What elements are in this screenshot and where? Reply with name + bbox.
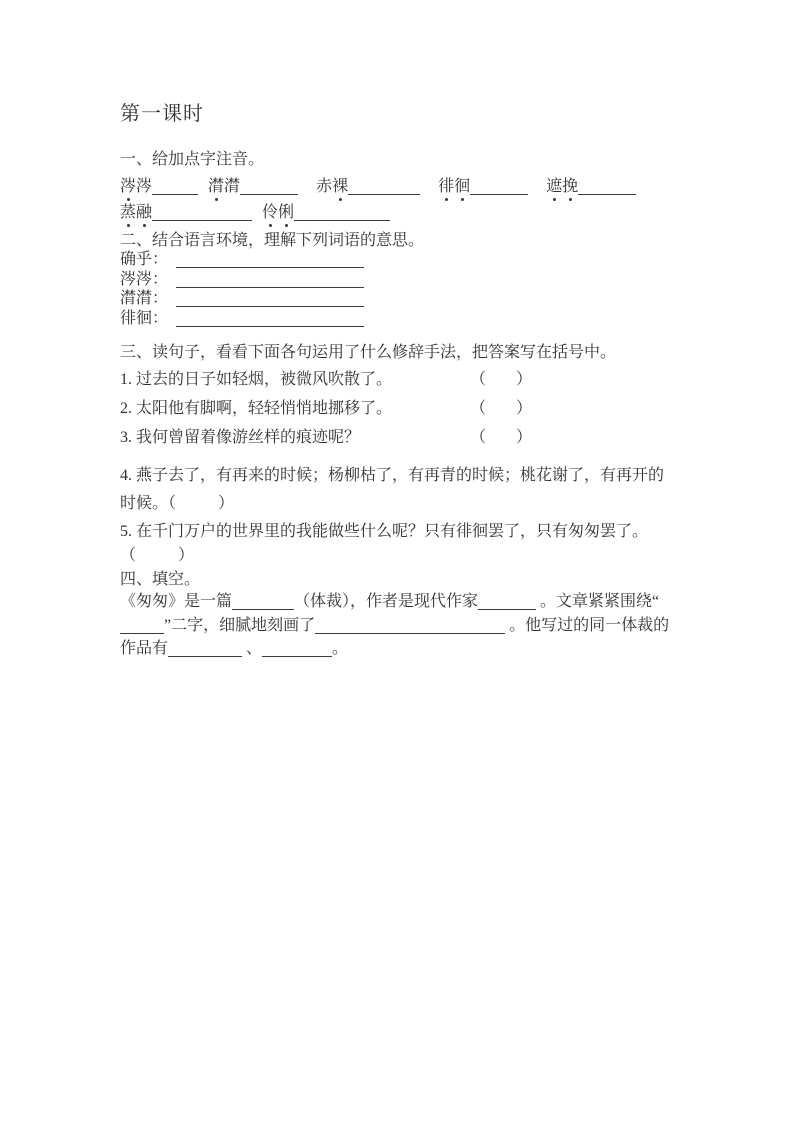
rhetoric-item	[120, 518, 677, 546]
word-char: 涔	[136, 178, 153, 195]
fill-text: 。文章紧紧围绕“	[536, 593, 660, 610]
fill-paragraph	[120, 590, 677, 661]
question-text: 4. 燕子去了，有再来的时候；杨柳枯了，有再青的时候；桃花谢了，有再开的时候。	[120, 467, 665, 512]
pinyin-word-group	[438, 177, 528, 197]
pinyin-answer-blank	[152, 181, 198, 195]
section-meanings	[120, 231, 677, 329]
fill-answer-blank	[315, 620, 505, 634]
dotted-char: 涔	[120, 178, 137, 195]
content-area	[120, 103, 677, 661]
page-title: 第一课时	[120, 103, 204, 125]
fill-answer-blank	[478, 596, 536, 610]
pinyin-word-group	[120, 177, 198, 197]
section-pinyin-heading: 一、给加点字注音。	[120, 151, 265, 168]
fill-answer-blank	[168, 643, 242, 657]
dotted-char: 遮	[546, 178, 563, 195]
section-fill	[120, 570, 677, 661]
section-fill-heading: 四、填空。	[120, 571, 201, 588]
pinyin-word-group	[316, 177, 420, 197]
pinyin-answer-blank	[294, 207, 390, 221]
pinyin-word-group	[208, 177, 298, 197]
answer-parens-line	[120, 546, 677, 568]
dotted-char: 俐	[278, 204, 295, 221]
answer-parens: （ ）	[470, 371, 533, 388]
answer-parens: （ ）	[120, 547, 195, 564]
fill-text: ”二字，细腻地刻画了	[164, 616, 316, 634]
question-text: 2. 太阳他有脚啊，轻轻悄悄地挪移了。	[120, 400, 393, 417]
dotted-char: 徊	[454, 178, 471, 195]
fill-answer-blank	[232, 596, 294, 610]
pinyin-word-group	[262, 203, 390, 223]
pinyin-word-group	[546, 177, 636, 197]
pinyin-answer-blank	[470, 181, 528, 195]
pinyin-row	[120, 203, 677, 229]
dotted-char: 伶	[262, 204, 279, 221]
meaning-word: 徘徊：	[120, 309, 169, 327]
pinyin-answer-blank	[578, 181, 636, 195]
word-char: 赤	[316, 178, 333, 195]
dotted-word	[546, 177, 578, 197]
pinyin-row	[120, 177, 677, 203]
section-rhetoric	[120, 343, 677, 568]
fill-answer-blank	[262, 643, 332, 657]
question-text: 5. 在千门万户的世界里的我能做些什么呢？只有徘徊罢了，只有匆匆罢了。	[120, 523, 649, 540]
dotted-word	[316, 177, 348, 197]
fill-text: 、	[242, 640, 263, 657]
pinyin-answer-blank	[152, 207, 252, 221]
rhetoric-item	[120, 462, 677, 518]
answer-parens: （ ）	[470, 400, 533, 417]
dotted-word	[262, 203, 294, 223]
meaning-rows	[120, 251, 677, 329]
meaning-row	[120, 271, 677, 291]
answer-parens: （ ）	[168, 495, 235, 512]
dotted-char: 蒸	[120, 204, 137, 221]
meaning-word: 确乎：	[120, 251, 169, 268]
section-meanings-heading: 二、结合语言环境，理解下列词语的意思。	[120, 232, 425, 249]
question-text: 3. 我何曾留着像游丝样的痕迹呢？	[120, 429, 361, 446]
word-char: 潸	[224, 178, 241, 195]
pinyin-word-group	[120, 203, 252, 223]
meaning-answer-blank	[176, 313, 364, 327]
meaning-word: 涔涔：	[120, 270, 169, 288]
rhetoric-item	[120, 399, 677, 428]
section-pinyin	[120, 150, 677, 229]
rhetoric-items	[120, 370, 677, 568]
pinyin-answer-blank	[348, 181, 420, 195]
dotted-word	[438, 177, 470, 197]
fill-text: 。	[332, 640, 349, 657]
meaning-answer-blank	[176, 293, 364, 307]
rhetoric-item	[120, 428, 677, 457]
meaning-row	[120, 251, 677, 271]
meaning-row	[120, 290, 677, 310]
dotted-word	[120, 177, 152, 197]
rhetoric-item	[120, 370, 677, 399]
meaning-row	[120, 310, 677, 330]
section-rhetoric-heading: 三、读句子，看看下面各句运用了什么修辞手法，把答案写在括号中。	[120, 344, 617, 361]
dotted-char: 裸	[332, 178, 349, 195]
meaning-answer-blank	[176, 254, 364, 268]
dotted-char: 融	[136, 204, 153, 221]
dotted-char: 徘	[438, 178, 455, 195]
meaning-word: 潸潸：	[120, 290, 169, 307]
dotted-char: 挽	[562, 178, 579, 195]
question-text: 1. 过去的日子如轻烟，被微风吹散了。	[120, 371, 393, 388]
answer-parens: （ ）	[470, 429, 533, 446]
fill-text: 《匆匆》是一篇	[120, 593, 233, 610]
dotted-word	[208, 177, 240, 197]
dotted-char: 潸	[208, 178, 225, 195]
meaning-answer-blank	[176, 274, 364, 288]
dotted-word	[120, 203, 152, 223]
fill-text: （体裁），作者是现代作家	[294, 593, 479, 610]
fill-text: 。他写过的同一体裁的作品有	[120, 616, 670, 657]
pinyin-answer-blank	[240, 181, 298, 195]
fill-answer-blank	[120, 620, 164, 634]
